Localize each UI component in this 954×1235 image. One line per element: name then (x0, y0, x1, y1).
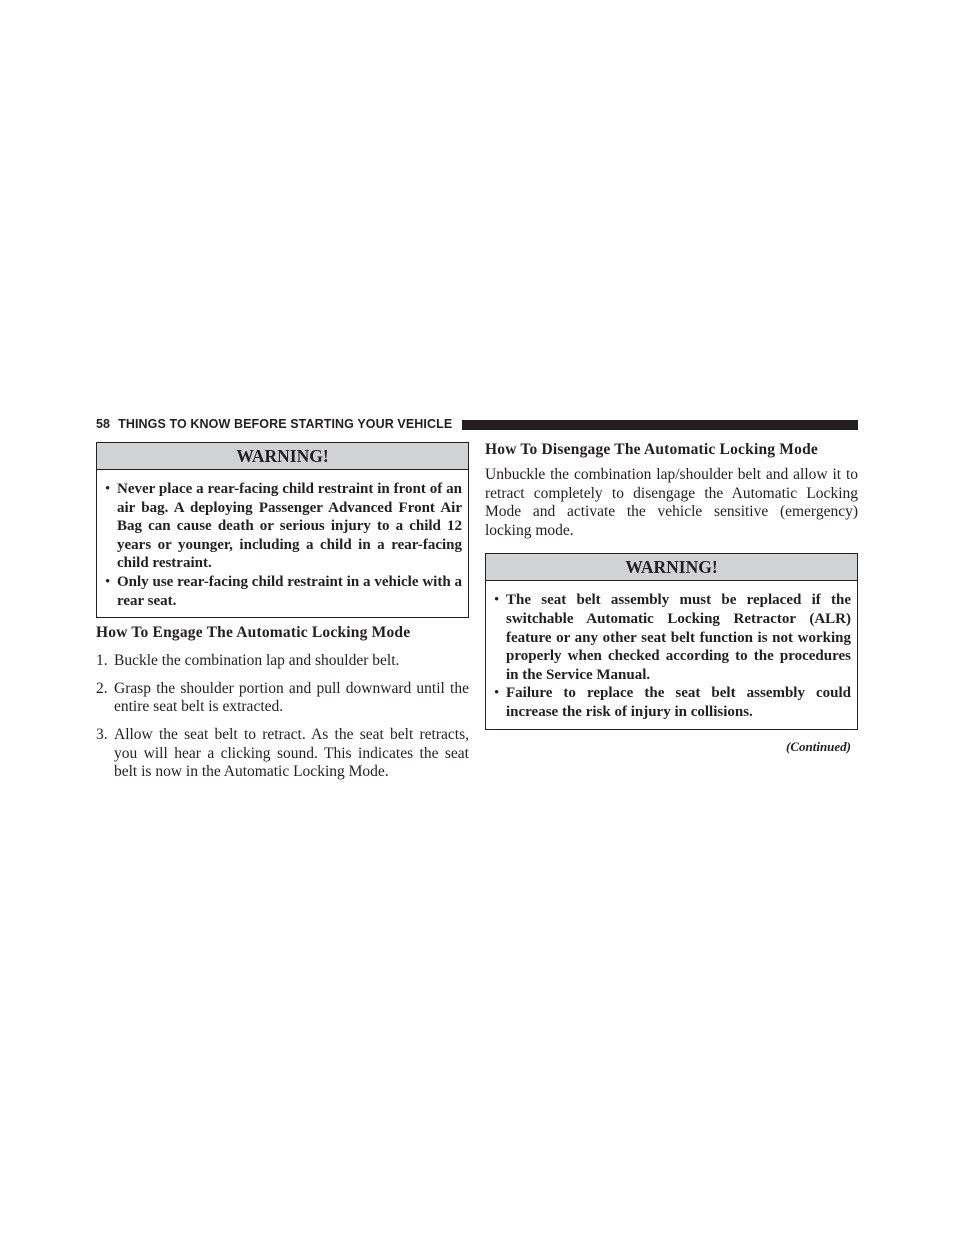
disengage-heading: How To Disengage The Automatic Locking Mode (485, 441, 818, 458)
warning-item-text: The seat belt assembly must be replaced if the switchable Automatic Locking Retractor (ALR) feature or any other seat belt function is not working properly when checked according to the procedures in the Service Manual. (506, 592, 851, 683)
section-title: THINGS TO KNOW BEFORE STARTING YOUR VEHICLE (118, 417, 453, 431)
engage-steps (96, 652, 469, 782)
bullet-icon: • (494, 685, 500, 702)
step-number: 2. (96, 679, 108, 697)
running-head (96, 417, 452, 431)
warning-item (494, 591, 851, 684)
warning-list (97, 470, 468, 617)
warning-item (105, 480, 462, 573)
warning-item (494, 684, 851, 721)
bullet-icon: • (105, 481, 111, 497)
right-column (485, 440, 858, 755)
bullet-icon: • (494, 592, 500, 609)
step-item (96, 652, 469, 671)
warning-box-right (485, 553, 858, 729)
warning-box-left (96, 442, 469, 618)
warning-item-text: Failure to replace the seat belt assembly could increase the risk of injury in collisions. (506, 685, 851, 720)
step-text: Grasp the shoulder portion and pull downward until the entire seat belt is extracted. (114, 679, 469, 716)
engage-heading: How To Engage The Automatic Locking Mode (96, 624, 411, 642)
warning-title: WARNING! (97, 443, 468, 470)
warning-item-text: Never place a rear-facing child restraint in front of an air bag. A deploying Passenger Advanced Front Air Bag can cause death or serious injury to a child 12 years or younger, including a child in a rear-facing child restraint. (117, 481, 462, 572)
warning-item (105, 573, 462, 610)
bullet-icon: • (105, 573, 111, 590)
disengage-paragraph: Unbuckle the combination lap/shoulder belt and allow it to retract completely to disengage the Automatic Locking Mode and activate the vehicle sensitive (emergency) locking mode. (485, 466, 858, 539)
continued-note: (Continued) (785, 738, 851, 754)
step-number: 3. (96, 725, 108, 743)
header-rule (462, 420, 858, 430)
warning-list (486, 581, 857, 728)
step-text: Buckle the combination lap and shoulder belt. (114, 652, 400, 670)
warning-item-text: Only use rear-facing child restraint in a vehicle with a rear seat. (117, 573, 462, 609)
step-text: Allow the seat belt to retract. As the seat belt retracts, you will hear a clicking sound. This indicates the seat belt is now in the Automatic Locking Mode. (114, 725, 469, 781)
page-header (96, 416, 858, 434)
step-item (96, 726, 469, 782)
page-number: 58 (96, 417, 111, 431)
step-number: 1. (96, 652, 108, 670)
warning-title: WARNING! (486, 554, 857, 581)
step-item (96, 680, 469, 717)
left-column (96, 440, 469, 782)
